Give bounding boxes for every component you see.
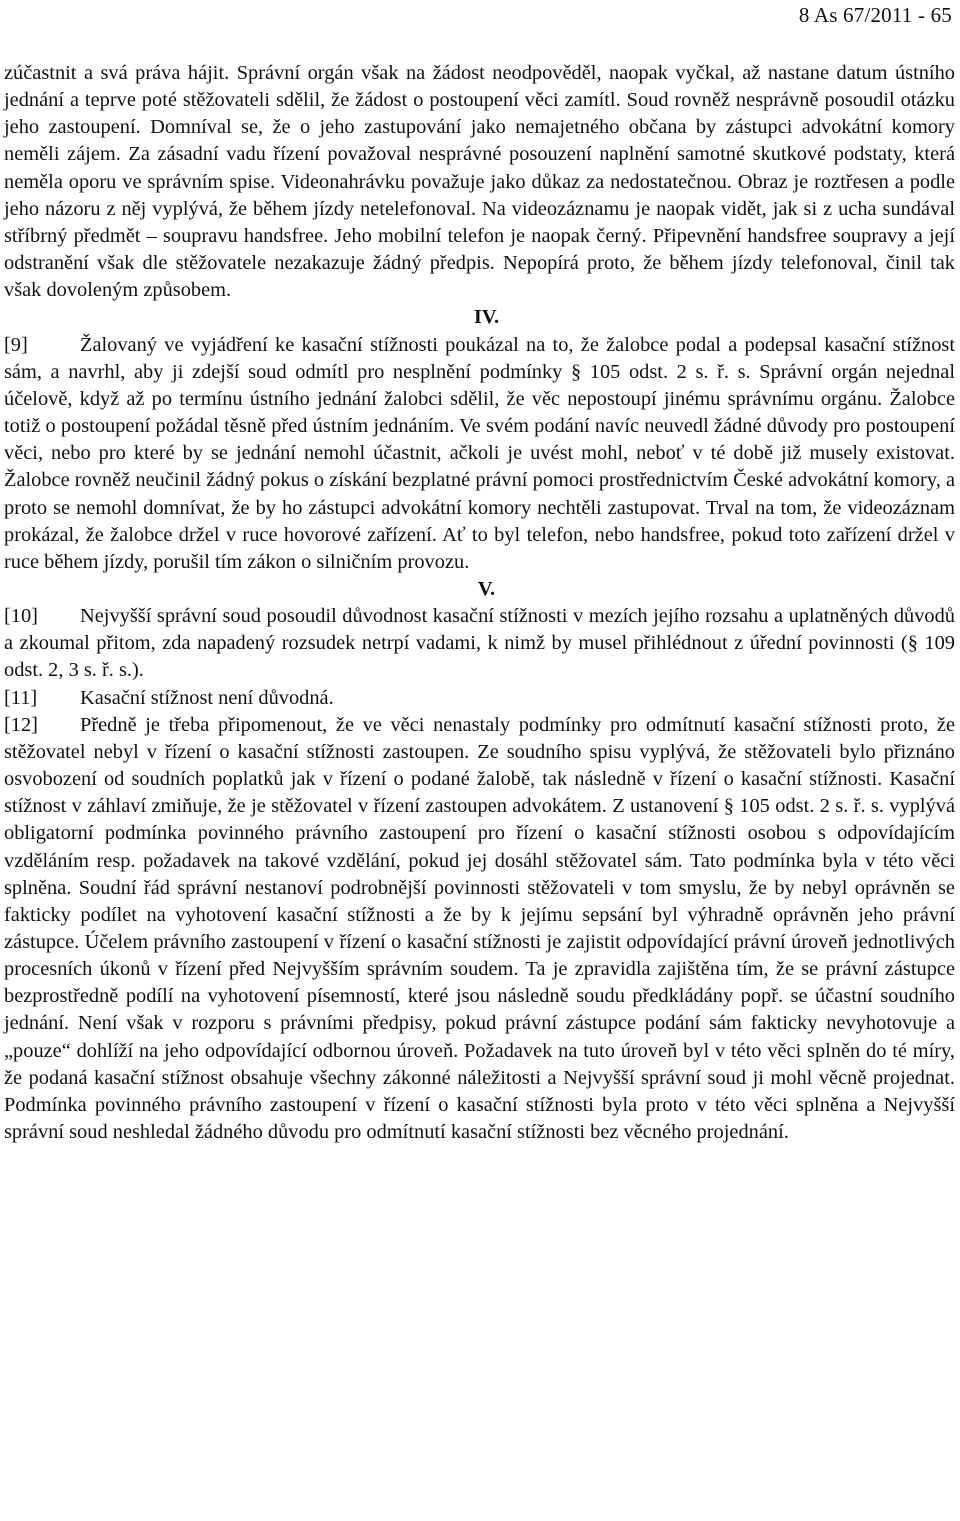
paragraph-10 [4,603,955,684]
case-number-header: 8 As 67/2011 - 65 [798,3,952,27]
paragraph-text: Nejvyšší správní soud posoudil důvodnost kasační stížnosti v mezích jejího rozsahu a uplatněných důvodů a zkoumal přitom, zda napadený rozsudek netrpí vadami, k nimž by musel přihlédnout z úřední povinnosti (§ 109 odst. 2, 3 s. ř. s.). [4,605,955,682]
section-heading-v: V. [477,577,496,600]
paragraph-text: Kasační stížnost není důvodná. [80,686,334,709]
paragraph-12 [4,712,955,1147]
paragraph-9 [4,332,955,576]
section-heading-iv: IV. [473,306,500,329]
document-body [4,60,955,1146]
paragraph-11 [4,685,955,712]
paragraph-text: Žalovaný ve vyjádření ke kasační stížnosti poukázal na to, že žalobce podal a podepsal kasační stížnost sám, a navrhl, aby ji zdejší soud odmítl pro nesplnění podmínky § 105 odst. 2 s. ř. s. Správní orgán nejednal účelově, když až po termínu ústního jednání žalobci sdělil, že věc nepostoupí jinému správnímu orgánu. Žalobce totiž o postoupení požádal těsně před ústním jednáním. Ve svém podání navíc neuvedl žádné důvody pro postoupení věci, nebo pro které by se jednání nemohl účastnit, ačkoli je uvést mohl, neboť v té době již musely existovat. Žalobce rovněž neučinil žádný pokus o získání bezplatné právní pomoci prostřednictvím České advokátní komory, a proto se nemohl domnívat, že by ho zástupci advokátní komory nechtěli zastupovat. Trval na tom, že videozáznam prokázal, že žalobce držel v ruce hovorové zařízení. Ať to byl telefon, nebo handsfree, pokud toto zařízení držel v ruce během jízdy, porušil tím zákon o silničním provozu. [4,333,955,573]
paragraph-number: [11] [4,686,38,709]
intro-paragraph: zúčastnit a svá práva hájit. Správní orgán však na žádost neodpověděl, naopak vyčkal, až nastane datum ústního jednání a teprve poté stěžovateli sdělil, že žádost o postoupení věci zamítl. Soud rovněž nesprávně posoudil otázku jeho zastoupení. Domníval se, že o jeho zastupování jako nemajetného občana by zástupci advokátní komory neměli zájem. Za zásadní vadu řízení považoval nesprávné posouzení naplnění samotné skutkové podstaty, která neměla oporu ve správním spise. Videonahrávku považuje jako důkaz za nedostatečnou. Obraz je roztřesen a podle jeho názoru z něj vyplývá, že během jízdy netelefonoval. Na videozáznamu je naopak vidět, jak si z ucha sundával stříbrný předmět – soupravu handsfree. Jeho mobilní telefon je naopak černý. Připevnění handsfree soupravy a její odstranění však dle stěžovatele nezakazuje žádný předpis. Nepopírá proto, že během jízdy telefonoval, činil tak však dovoleným způsobem. [4,62,955,302]
paragraph-number: [10] [4,605,38,628]
paragraph-number: [12] [4,713,38,736]
paragraph-number: [9] [4,333,28,356]
paragraph-text: Předně je třeba připomenout, že ve věci nenastaly podmínky pro odmítnutí kasační stížnosti proto, že stěžovatel nebyl v řízení o kasační stížnosti zastoupen. Ze soudního spisu vyplývá, že stěžovateli bylo přiznáno osvobození od soudních poplatků jak v řízení o podané žalobě, tak následně v řízení o kasační stížnosti. Kasační stížnost v záhlaví zmiňuje, že je stěžovatel v řízení zastoupen advokátem. Z ustanovení § 105 odst. 2 s. ř. s. vyplývá obligatorní podmínka povinného právního zastoupení pro řízení o kasační stížnosti osobou s odpovídajícím vzděláním resp. požadavek na takové vzdělání, pokud jej dosáhl stěžovatel sám. Tato podmínka byla v této věci splněna. Soudní řád správní nestanoví podrobnější povinnosti stěžovateli v tom smyslu, že by nebyl oprávněn se fakticky podílet na vyhotovení kasační stížnosti a že by k jejímu sepsání byl výhradně oprávněn jeho právní zástupce. Účelem právního zastoupení v řízení o kasační stížnosti je zajistit odpovídající právní úroveň jednotlivých procesních úkonů v řízení před Nejvyšším správním soudem. Ta je zpravidla zajištěna tím, že se právní zástupce bezprostředně podílí na vyhotovení písemností, které jsou následně soudu předkládány popř. se účastní soudního jednání. Není však v rozporu s právními předpisy, pokud právní zástupce podání sám fakticky nevyhotovuje a „pouze“ dohlíží na jeho odpovídající odbornou úroveň. Požadavek na tuto úroveň byl v této věci splněn do té míry, že podaná kasační stížnost obsahuje všechny zákonné náležitosti a Nejvyšší správní soud ji mohl věcně projednat. Podmínka povinného právního zastoupení v řízení o kasační stížnosti byla proto v této věci splněna a Nejvyšší správní soud neshledal žádného důvodu pro odmítnutí kasační stížnosti bez věcného projednání. [4,713,955,1144]
